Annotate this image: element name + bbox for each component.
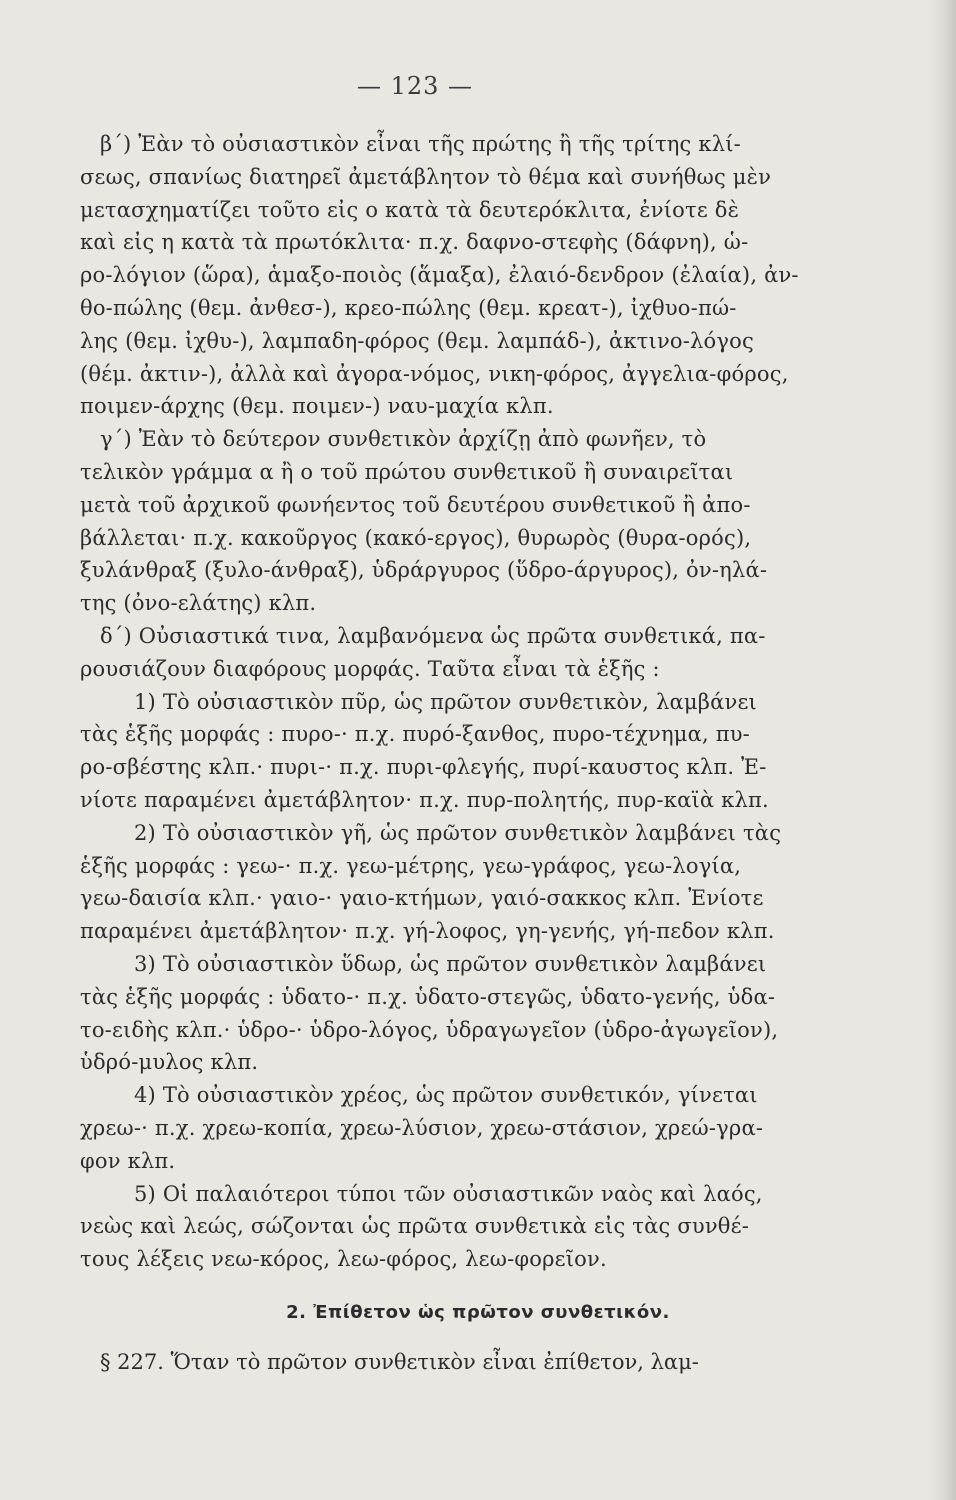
text-line: καὶ εἰς η κατὰ τὰ πρωτόκλιτα· π.χ. δαφνο-στεφὴς (δάφνη), ὡ- <box>80 230 749 255</box>
text-line: (θέμ. ἀκτιν-), ἀλλὰ καὶ ἀγορα-νόμος, νικη-φόρος, ἀγγελια-φόρος, <box>80 361 789 386</box>
text-line: σεως, σπανίως διατηρεῖ ἀμετάβλητον τὸ θέμα καὶ συνήθως μὲν <box>80 164 772 189</box>
text-line: ὑδρό-μυλος κλπ. <box>80 1050 259 1075</box>
text-line: μετασχηματίζει τοῦτο εἰς ο κατὰ τὰ δευτερόκλιτα, ἐνίοτε δὲ <box>80 197 740 222</box>
section-heading: 2. Ἐπίθετον ὡς πρῶτον συνθετικόν. <box>286 1302 670 1323</box>
text-line: ρο-λόγιον (ὥρα), ἁμαξο-ποιὸς (ἅμαξα), ἐλαιό-δενδρον (ἐλαία), ἀν- <box>80 263 799 288</box>
text-line: θο-πώλης (θεμ. ἀνθεσ-), κρεο-πώλης (θεμ. κρεατ-), ἰχθυο-πώ- <box>80 295 737 320</box>
text-line: β΄) Ἐὰν τὸ οὐσιαστικὸν εἶναι τῆς πρώτης ἢ τῆς τρίτης κλί- <box>100 132 741 156</box>
text-line: ρουσιάζουν διαφόρους μορφάς. Ταῦτα εἶναι τὰ ἑξῆς : <box>80 656 660 681</box>
text-line: λης (θεμ. ἰχθυ-), λαμπαδη-φόρος (θεμ. λαμπάδ-), ἀκτινο-λόγος <box>80 328 754 353</box>
text-line: νεὼς καὶ λεώς, σώζονται ὡς πρῶτα συνθετικὰ εἰς τὰς συνθέ- <box>80 1214 750 1239</box>
page-number: — 123 — <box>356 72 474 100</box>
text-line: χρεω-· π.χ. χρεω-κοπία, χρεω-λύσιον, χρεω-στάσιον, χρεώ-γρα- <box>80 1115 764 1140</box>
text-line: τὰς ἑξῆς μορφάς : ὑδατο-· π.χ. ὑδατο-στεγῶς, ὑδατο-γενής, ὑδα- <box>80 984 776 1009</box>
page-edge-shadow <box>928 0 956 1500</box>
text-line: 4) Τὸ οὐσιαστικὸν χρέος, ὡς πρῶτον συνθετικόν, γίνεται <box>134 1083 758 1108</box>
text-line: τελικὸν γράμμα α ἢ ο τοῦ πρώτου συνθετικοῦ ἢ συναιρεῖται <box>80 459 734 484</box>
text-line: βάλλεται· π.χ. κακοῦργος (κακό-εργος), θυρωρὸς (θυρα-ορός), <box>80 525 752 550</box>
text-line: τὰς ἑξῆς μορφάς : πυρο-· π.χ. πυρό-ξανθος, πυρο-τέχνημα, πυ- <box>80 722 750 747</box>
text-line: τους λέξεις νεω-κόρος, λεω-φόρος, λεω-φορεῖον. <box>80 1247 607 1272</box>
text-line: 5) Οἱ παλαιότεροι τύποι τῶν οὐσιαστικῶν ναὸς καὶ λαός, <box>134 1181 763 1206</box>
text-line: γεω-δαισία κλπ.· γαιο-· γαιο-κτήμων, γαιό-σακκος κλπ. Ἐνίοτε <box>80 886 764 911</box>
text-line: παραμένει ἀμετάβλητον· π.χ. γή-λοφος, γη-γενής, γή-πεδον κλπ. <box>80 919 775 944</box>
text-line: ρο-σβέστης κλπ.· πυρι-· π.χ. πυρι-φλεγής, πυρί-καυστος κλπ. Ἐ- <box>80 755 767 780</box>
text-line: γ΄) Ἐὰν τὸ δεύτερον συνθετικὸν ἀρχίζῃ ἀπὸ φωνῆεν, τὸ <box>100 427 707 452</box>
text-line: ξυλάνθραξ (ξυλο-άνθραξ), ὑδράργυρος (ὕδρο-άργυρος), ὀν-ηλά- <box>80 558 768 583</box>
text-line: το-ειδὴς κλπ.· ὑδρο-· ὑδρο-λόγος, ὑδραγωγεῖον (ὑδρο-ἀγωγεῖον), <box>80 1017 779 1042</box>
text-line: νίοτε παραμένει ἀμετάβλητον· π.χ. πυρ-πολητής, πυρ-καϊὰ κλπ. <box>80 787 769 812</box>
text-line: ποιμεν-άρχης (θεμ. ποιμεν-) ναυ-μαχία κλπ. <box>80 394 554 419</box>
text-line: μετὰ τοῦ ἀρχικοῦ φωνήεντος τοῦ δευτέρου συνθετικοῦ ἢ ἀπο- <box>80 492 751 517</box>
text-line: ἑξῆς μορφάς : γεω-· π.χ. γεω-μέτρης, γεω-γράφος, γεω-λογία, <box>80 853 742 878</box>
text-line: 1) Τὸ οὐσιαστικὸν πῦρ, ὡς πρῶτον συνθετικὸν, λαμβάνει <box>134 689 757 714</box>
text-line: της (ὀνο-ελάτης) κλπ. <box>80 591 317 616</box>
body-text <box>80 128 810 1276</box>
text-line: 2) Τὸ οὐσιαστικὸν γῆ, ὡς πρῶτον συνθετικὸν λαμβάνει τὰς <box>134 820 782 845</box>
text-line: δ΄) Οὐσιαστικά τινα, λαμβανόμενα ὡς πρῶτα συνθετικά, πα- <box>100 623 766 648</box>
paragraph-227: § 227. Ὅταν τὸ πρῶτον συνθετικὸν εἶναι ἐπίθετον, λαμ- <box>100 1350 699 1374</box>
text-line: φον κλπ. <box>80 1148 176 1173</box>
text-line: 3) Τὸ οὐσιαστικὸν ὕδωρ, ὡς πρῶτον συνθετικὸν λαμβάνει <box>134 951 767 976</box>
